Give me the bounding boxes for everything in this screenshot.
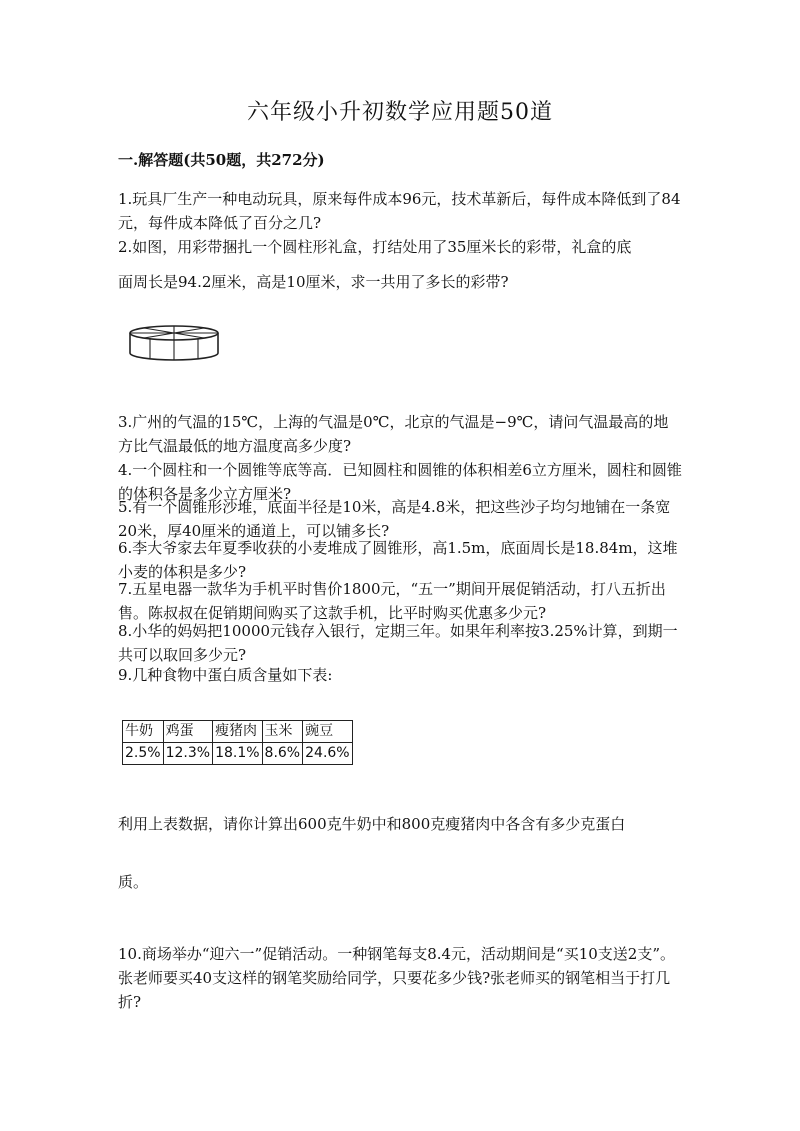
table-header-cell: 玉米: [262, 721, 303, 743]
table-header-cell: 豌豆: [303, 721, 352, 743]
question-1: 1.玩具厂生产一种电动玩具，原来每件成本96元，技术革新后，每件成本降低到了84元，每件成本降低了百分之几?: [118, 190, 681, 232]
question-6: 6.李大爷家去年夏季收获的小麦堆成了圆锥形，高1.5m，底面周长是18.84m，这堆小麦的体积是多少?: [118, 539, 678, 581]
page-title: 六年级小升初数学应用题50道: [247, 100, 553, 125]
question-9-text-line-2: 质。: [118, 873, 149, 891]
protein-content-table: [122, 720, 353, 765]
table-header-row: [123, 721, 353, 743]
table-header-cell: 瘦猪肉: [213, 721, 262, 743]
question-8: 8.小华的妈妈把10000元钱存入银行，定期三年。如果年利率按3.25%计算，到期一共可以取回多少元?: [118, 622, 678, 664]
question-7: 7.五星电器一款华为手机平时售价1800元，“五一”期间开展促销活动，打八五折出售。陈叔叔在促销期间购买了这款手机，比平时购买优惠多少元?: [118, 580, 666, 622]
table-value-cell: 8.6%: [262, 743, 303, 765]
cylinder-gift-box-icon: [128, 323, 220, 363]
question-5: 5.有一个圆锥形沙堆，底面半径是10米，高是4.8米，把这些沙子均匀地铺在一条宽20米，厚40厘米的通道上，可以铺多长?: [118, 498, 671, 540]
table-value-cell: 2.5%: [123, 743, 164, 765]
question-4: 4.一个圆柱和一个圆锥等底等高．已知圆柱和圆锥的体积相差6立方厘米，圆柱和圆锥的体积各是多少立方厘米?: [118, 461, 682, 503]
question-9-intro: 9.几种食物中蛋白质含量如下表:: [118, 666, 333, 684]
table-header-cell: 牛奶: [123, 721, 164, 743]
table-value-cell: 12.3%: [163, 743, 212, 765]
question-2-line-1: 2.如图，用彩带捆扎一个圆柱形礼盒，打结处用了35厘米长的彩带，礼盒的底: [118, 238, 632, 256]
question-2-line-2: 面周长是94.2厘米，高是10厘米，求一共用了多长的彩带?: [118, 273, 509, 291]
table-value-cell: 18.1%: [213, 743, 262, 765]
section-heading: 一.解答题(共50题，共272分): [118, 151, 325, 169]
table-value-cell: 24.6%: [303, 743, 352, 765]
question-10: 10.商场举办“迎六一”促销活动。一种钢笔每支8.4元，活动期间是“买10支送2支”。张老师要买40支这样的钢笔奖励给同学，只要花多少钱?张老师买的钢笔相当于打几折?: [118, 945, 676, 1011]
table-header-cell: 鸡蛋: [163, 721, 212, 743]
table-value-row: [123, 743, 353, 765]
question-3: 3.广州的气温的15℃，上海的气温是0℃，北京的气温是−9℃，请问气温最高的地方比气温最低的地方温度高多少度?: [118, 413, 669, 455]
question-9-text-line-1: 利用上表数据，请你计算出600克牛奶中和800克瘦猪肉中各含有多少克蛋白: [118, 815, 626, 833]
